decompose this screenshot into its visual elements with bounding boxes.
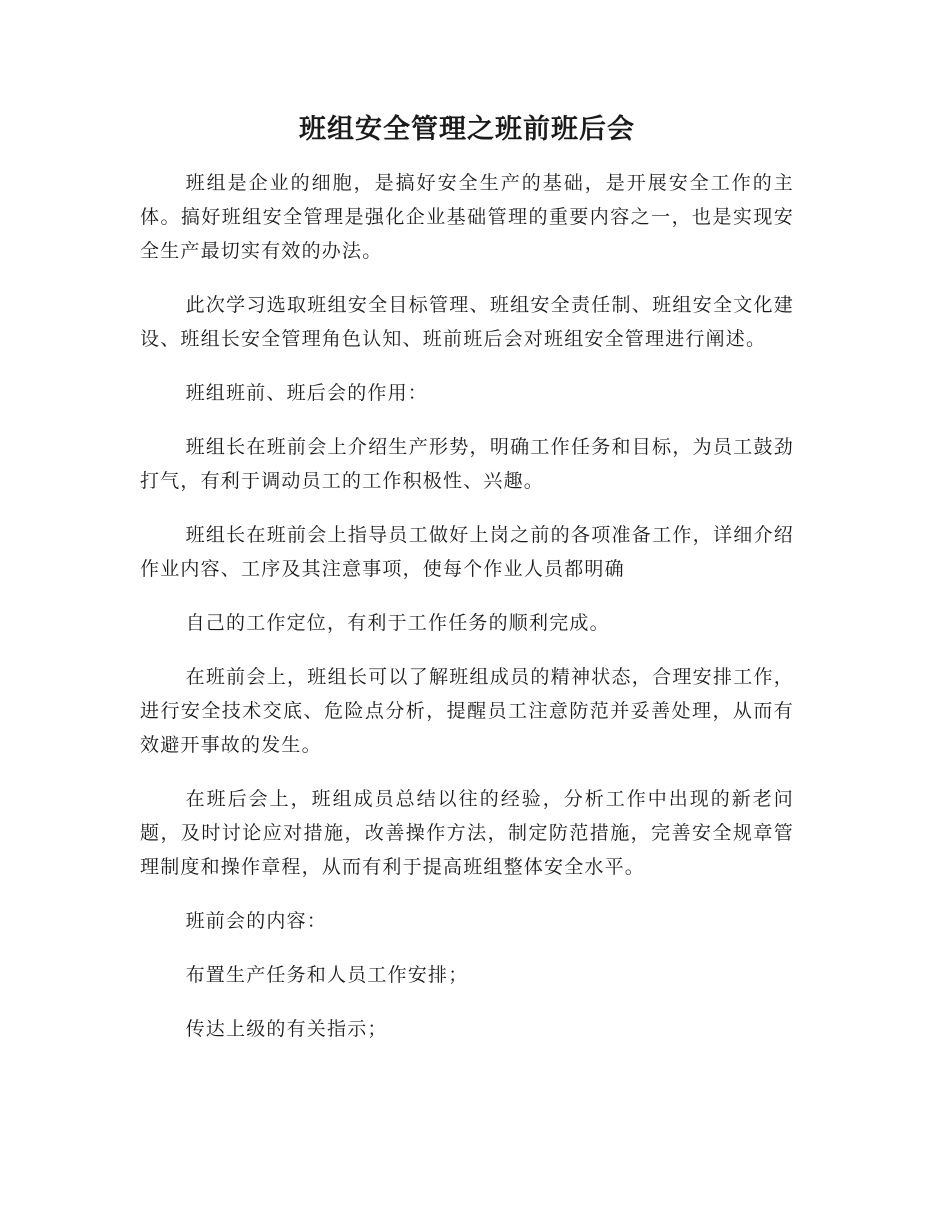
paragraph: 班前会的内容： <box>185 910 327 932</box>
paragraph: 传达上级的有关指示； <box>185 1018 388 1040</box>
document-title: 班组安全管理之班前班后会 <box>299 114 635 145</box>
paragraph: 班组长在班前会上指导员工做好上岗之前的各项准备工作，详细介绍作业内容、工序及其注意事项，使每个作业人员都明确 <box>140 524 794 580</box>
document-page <box>140 108 794 1066</box>
paragraph: 班组长在班前会上介绍生产形势，明确工作任务和目标，为员工鼓劲打气，有利于调动员工的工作积极性、兴趣。 <box>140 436 794 492</box>
paragraph: 自己的工作定位，有利于工作任务的顺利完成。 <box>185 612 610 634</box>
paragraph: 班组班前、班后会的作用： <box>185 382 428 404</box>
paragraph: 在班后会上，班组成员总结以往的经验，分析工作中出现的新老问题，及时讨论应对措施，改善操作方法，制定防范措施，完善安全规章管理制度和操作章程，从而有利于提高班组整体安全水平。 <box>140 788 794 878</box>
paragraph: 布置生产任务和人员工作安排； <box>185 964 469 986</box>
paragraph: 班组是企业的细胞，是搞好安全生产的基础，是开展安全工作的主体。搞好班组安全管理是强化企业基础管理的重要内容之一，也是实现安全生产最切实有效的办法。 <box>140 172 794 262</box>
paragraph: 在班前会上，班组长可以了解班组成员的精神状态，合理安排工作，进行安全技术交底、危险点分析，提醒员工注意防范并妥善处理，从而有效避开事故的发生。 <box>140 666 794 756</box>
paragraph: 此次学习选取班组安全目标管理、班组安全责任制、班组安全文化建设、班组长安全管理角色认知、班前班后会对班组安全管理进行阐述。 <box>140 294 794 350</box>
